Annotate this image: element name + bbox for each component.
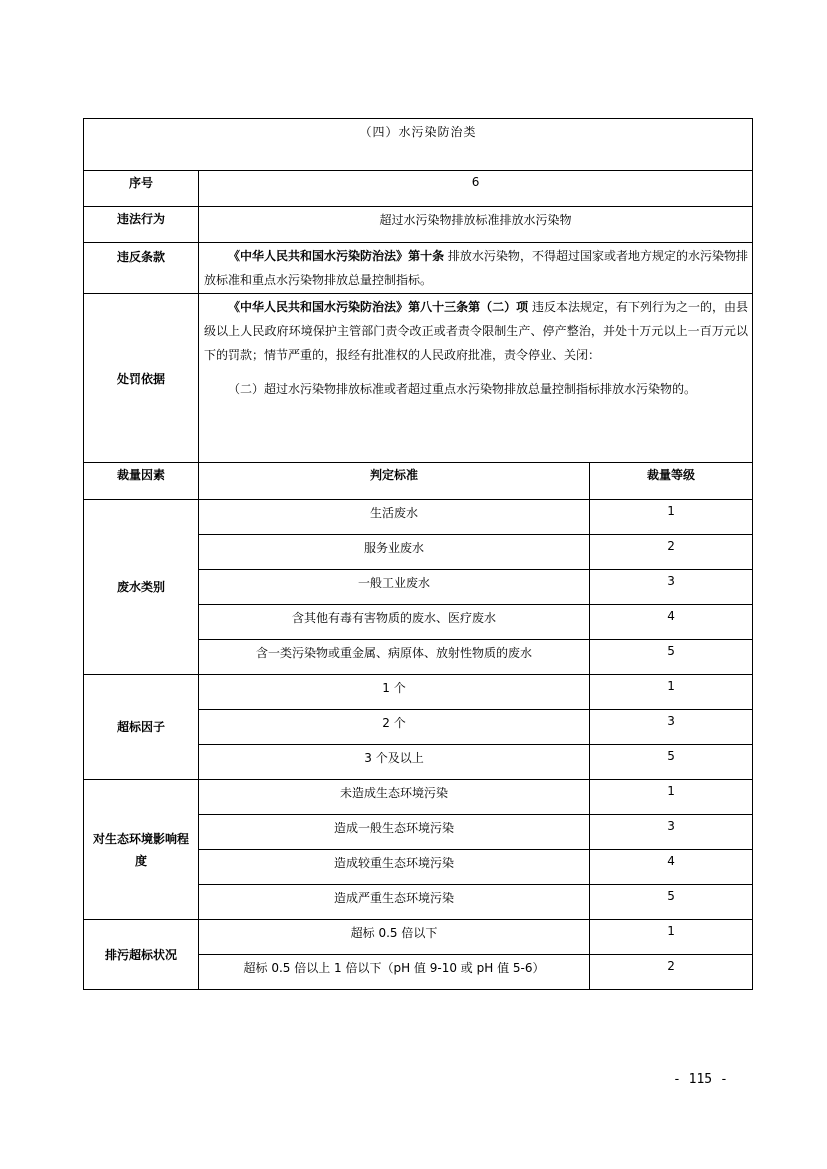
level-cell: 2 [590, 535, 753, 570]
seq-value: 6 [199, 171, 753, 207]
violation-act-value: 超过水污染物排放标准排放水污染物 [199, 207, 753, 243]
level-cell: 3 [590, 570, 753, 605]
factor-rows [84, 500, 753, 990]
factor-row [84, 500, 753, 535]
level-cell: 2 [590, 955, 753, 990]
criteria-cell: 超标 0.5 倍以上 1 倍以下（pH 值 9-10 或 pH 值 5-6） [199, 955, 590, 990]
violation-act-label: 违法行为 [84, 207, 199, 243]
header-criteria: 判定标准 [199, 463, 590, 500]
criteria-cell: 含其他有毒有害物质的废水、医疗废水 [199, 605, 590, 640]
criteria-cell: 造成一般生态环境污染 [199, 815, 590, 850]
factor-row [84, 920, 753, 955]
header-level: 裁量等级 [590, 463, 753, 500]
header-factor: 裁量因素 [84, 463, 199, 500]
criteria-cell: 3 个及以上 [199, 745, 590, 780]
basis-item: （二）超过水污染物排放标准或者超过重点水污染物排放总量控制指标排放水污染物的。 [228, 382, 697, 396]
level-cell: 5 [590, 885, 753, 920]
level-cell: 4 [590, 605, 753, 640]
level-cell: 1 [590, 675, 753, 710]
criteria-cell: 生活废水 [199, 500, 590, 535]
level-cell: 3 [590, 710, 753, 745]
seq-label: 序号 [84, 171, 199, 207]
level-cell: 1 [590, 500, 753, 535]
level-cell: 5 [590, 745, 753, 780]
basis-paragraph [204, 295, 748, 367]
factor-row [84, 780, 753, 815]
penalty-basis-label: 处罚依据 [84, 294, 199, 463]
factor-name: 对生态环境影响程度 [84, 780, 199, 920]
criteria-cell: 造成严重生态环境污染 [199, 885, 590, 920]
level-cell: 1 [590, 780, 753, 815]
factor-row [84, 675, 753, 710]
level-cell: 4 [590, 850, 753, 885]
level-cell: 5 [590, 640, 753, 675]
clause-law-ref: 《中华人民共和国水污染防治法》第十条 [228, 249, 445, 263]
penalty-basis-text [199, 294, 753, 463]
clause-body: 排放水污染物，不得超过国家或者地方规定的水污染物排放标准和重点水污染物排放总量控制指标。 [204, 249, 749, 287]
violated-clause-text [199, 243, 753, 294]
basis-body: 违反本法规定，有下列行为之一的，由县级以上人民政府环境保护主管部门责令改正或者责令限制生产、停产整治，并处十万元以上一百万元以下的罚款；情节严重的，报经有批准权的人民政府批准，责令停业、关闭： [204, 300, 749, 362]
level-cell: 1 [590, 920, 753, 955]
basis-law-ref: 《中华人民共和国水污染防治法》第八十三条第（二）项 [228, 300, 529, 314]
section-title: （四）水污染防治类 [84, 119, 753, 171]
criteria-cell: 超标 0.5 倍以下 [199, 920, 590, 955]
criteria-cell: 服务业废水 [199, 535, 590, 570]
penalty-discretion-table [83, 118, 753, 990]
criteria-cell: 未造成生态环境污染 [199, 780, 590, 815]
factor-name: 超标因子 [84, 675, 199, 780]
criteria-cell: 2 个 [199, 710, 590, 745]
criteria-cell: 一般工业废水 [199, 570, 590, 605]
level-cell: 3 [590, 815, 753, 850]
criteria-cell: 含一类污染物或重金属、病原体、放射性物质的废水 [199, 640, 590, 675]
factor-name: 排污超标状况 [84, 920, 199, 990]
violated-clause-label: 违反条款 [84, 243, 199, 294]
criteria-cell: 1 个 [199, 675, 590, 710]
criteria-cell: 造成较重生态环境污染 [199, 850, 590, 885]
factor-name: 废水类别 [84, 500, 199, 675]
page-number: - 115 - [673, 1072, 728, 1087]
